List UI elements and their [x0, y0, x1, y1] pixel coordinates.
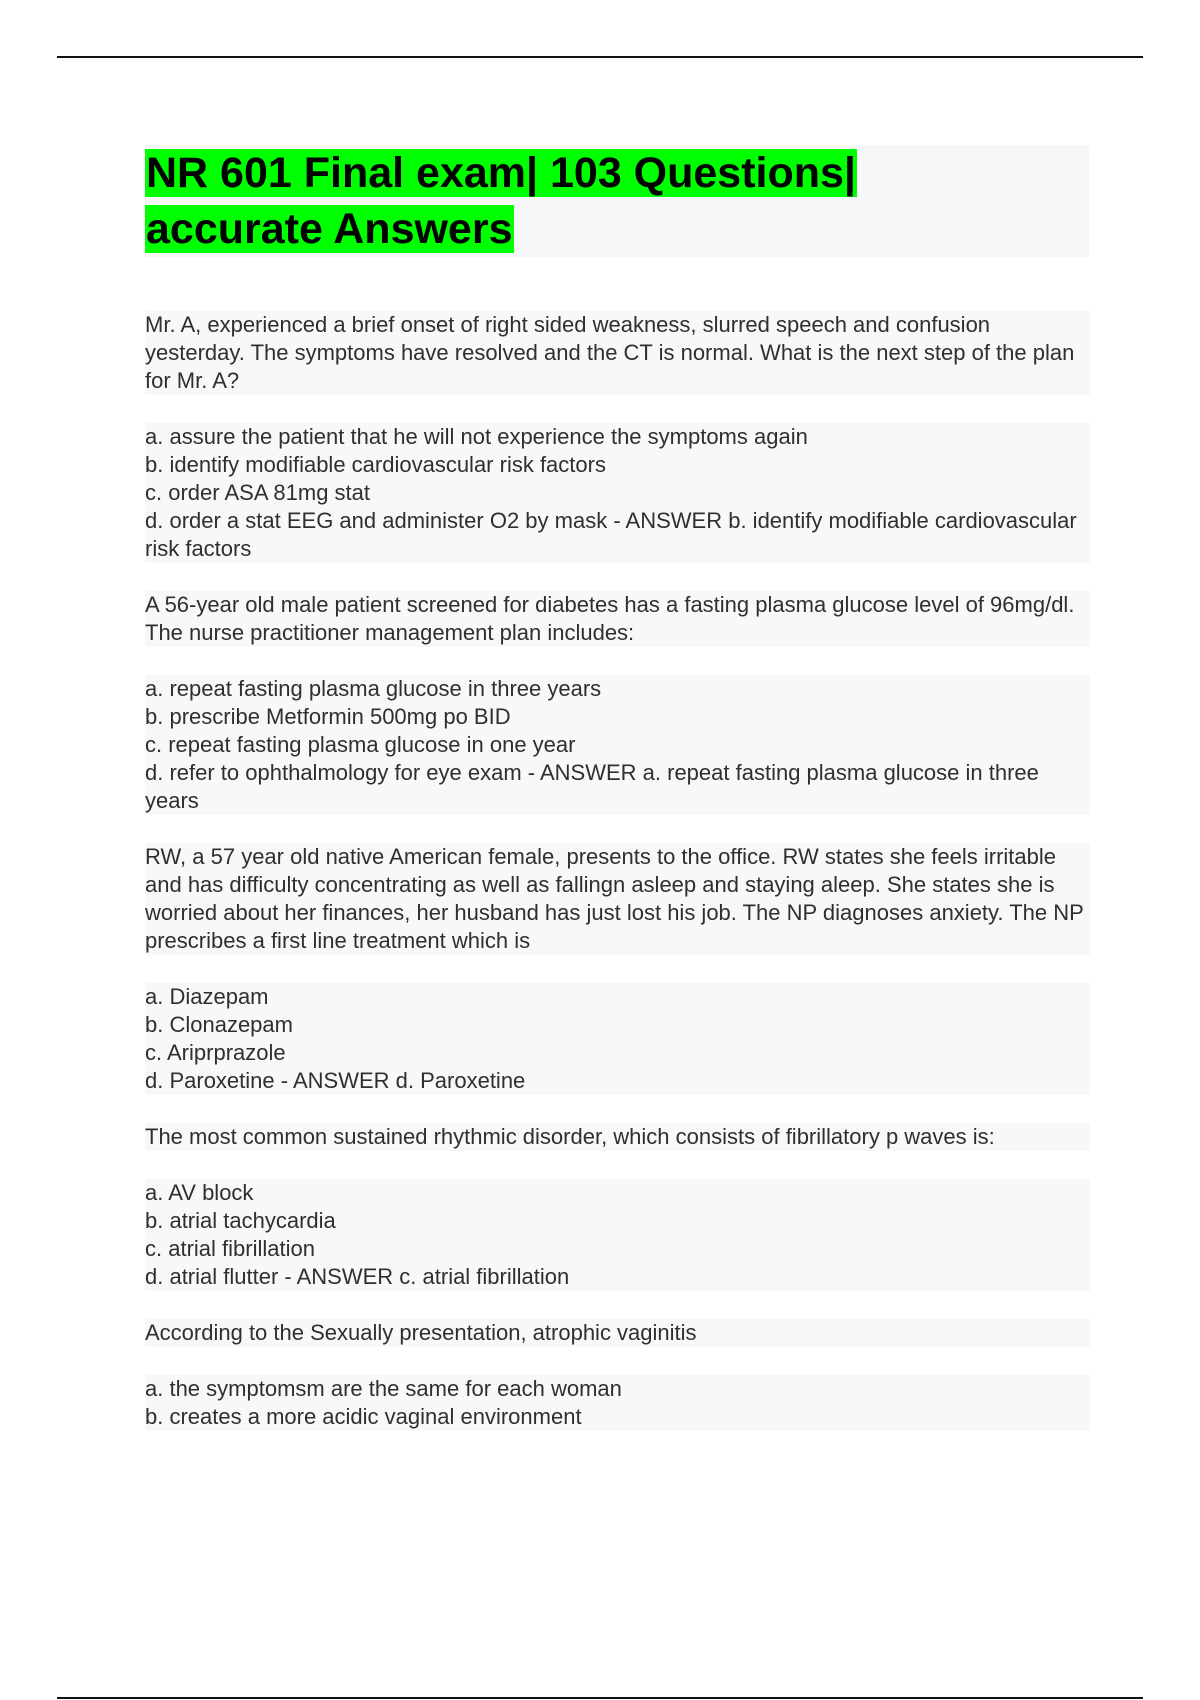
options-list: [145, 675, 1090, 815]
questions-list: [145, 311, 1090, 1431]
option-b: b. atrial tachycardia: [145, 1207, 1090, 1235]
options-list: [145, 983, 1090, 1095]
question-text: A 56-year old male patient screened for diabetes has a fasting plasma glucose level of 96mg/dl. The nurse practitioner management plan includes:: [145, 591, 1090, 647]
option-d-with-answer: d. order a stat EEG and administer O2 by mask - ANSWER b. identify modifiable cardiovascular risk factors: [145, 507, 1090, 563]
option-a: a. the symptomsm are the same for each woman: [145, 1375, 1090, 1403]
option-d-with-answer: d. Paroxetine - ANSWER d. Paroxetine: [145, 1067, 1090, 1095]
question-3: [145, 843, 1090, 1095]
document-title: [145, 145, 1089, 257]
bottom-rule: [57, 1697, 1143, 1699]
title-block: [145, 145, 1089, 257]
question-text: RW, a 57 year old native American female, presents to the office. RW states she feels irritable and has difficulty concentrating as well as fallingn asleep and staying aleep. She states she is worried about her finances, her husband has just lost his job. The NP diagnoses anxiety. The NP prescribes a first line treatment which is: [145, 843, 1090, 955]
question-4: [145, 1123, 1090, 1291]
option-c: c. order ASA 81mg stat: [145, 479, 1090, 507]
option-b: b. prescribe Metformin 500mg po BID: [145, 703, 1090, 731]
option-a: a. AV block: [145, 1179, 1090, 1207]
option-c: c. repeat fasting plasma glucose in one year: [145, 731, 1090, 759]
option-b: b. identify modifiable cardiovascular risk factors: [145, 451, 1090, 479]
options-list: [145, 1375, 1090, 1431]
title-line-2: accurate Answers: [146, 205, 513, 253]
question-text: According to the Sexually presentation, atrophic vaginitis: [145, 1319, 1090, 1347]
document-body: [145, 145, 1090, 1459]
title-line-1: NR 601 Final exam| 103 Questions|: [146, 149, 856, 197]
options-list: [145, 423, 1090, 563]
options-list: [145, 1179, 1090, 1291]
question-1: [145, 311, 1090, 563]
option-c: c. atrial fibrillation: [145, 1235, 1090, 1263]
option-c: c. Ariprprazole: [145, 1039, 1090, 1067]
option-b: b. Clonazepam: [145, 1011, 1090, 1039]
top-rule: [57, 56, 1143, 58]
option-d-with-answer: d. refer to ophthalmology for eye exam - ANSWER a. repeat fasting plasma glucose in three years: [145, 759, 1090, 815]
question-5: [145, 1319, 1090, 1431]
option-a: a. repeat fasting plasma glucose in three years: [145, 675, 1090, 703]
question-2: [145, 591, 1090, 815]
option-a: a. assure the patient that he will not experience the symptoms again: [145, 423, 1090, 451]
question-text: The most common sustained rhythmic disorder, which consists of fibrillatory p waves is:: [145, 1123, 1090, 1151]
question-text: Mr. A, experienced a brief onset of right sided weakness, slurred speech and confusion yesterday. The symptoms have resolved and the CT is normal. What is the next step of the plan for Mr. A?: [145, 311, 1090, 395]
option-d-with-answer: d. atrial flutter - ANSWER c. atrial fibrillation: [145, 1263, 1090, 1291]
option-a: a. Diazepam: [145, 983, 1090, 1011]
option-b: b. creates a more acidic vaginal environment: [145, 1403, 1090, 1431]
